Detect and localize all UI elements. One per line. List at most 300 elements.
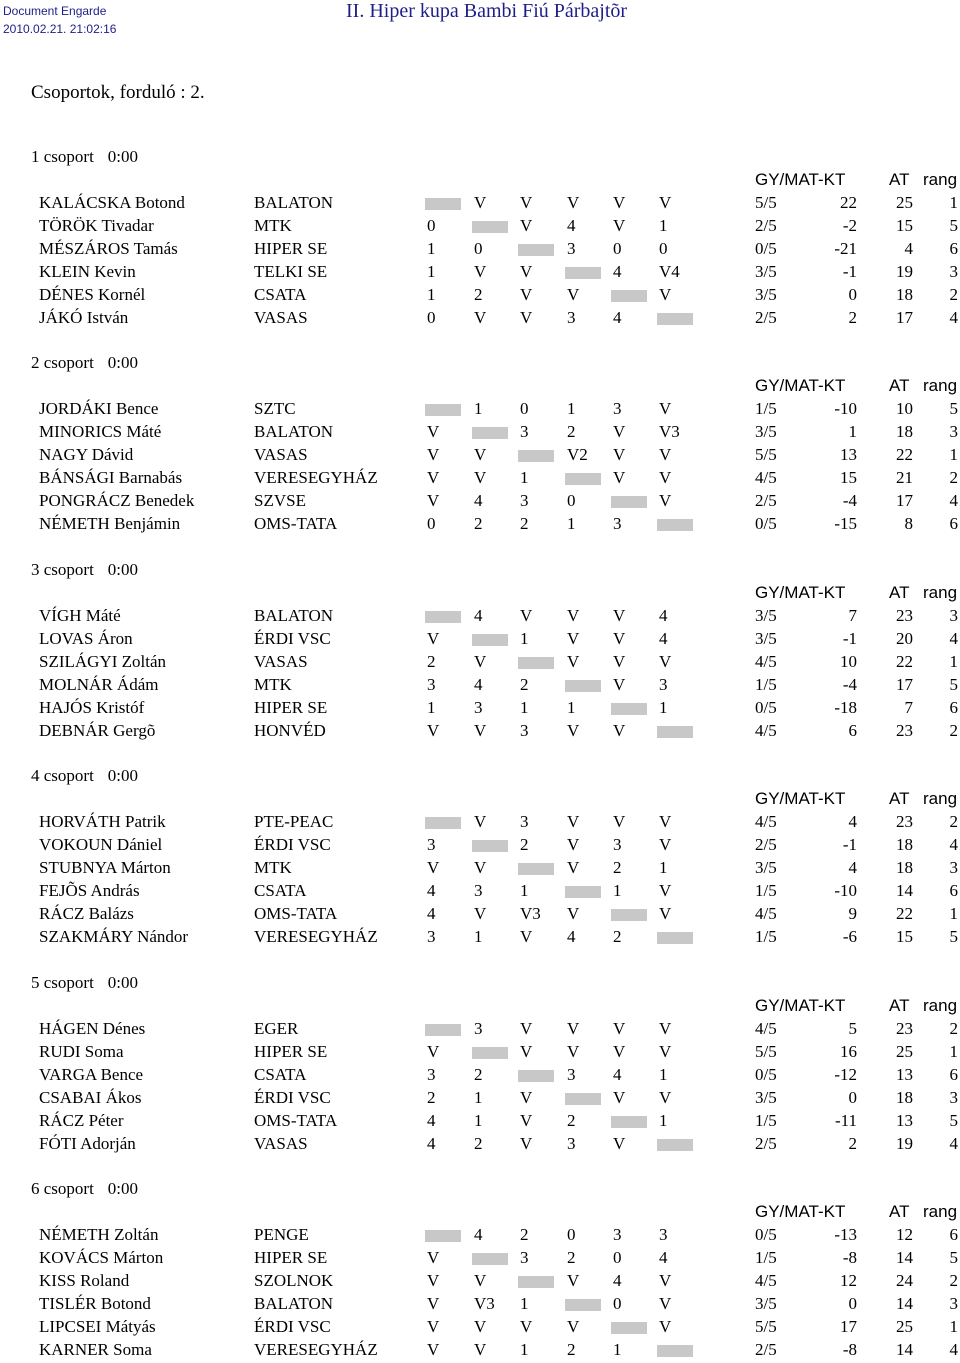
wins-ratio: 1/5 [755,1111,777,1130]
column-header-gy: GY/MAT-KT [755,170,846,189]
table-row [0,835,960,858]
bout-result: 2 [567,1111,576,1130]
rank: 2 [949,721,958,740]
rank: 5 [949,675,958,694]
table-row [0,1065,960,1088]
fencer-club: EGER [254,1019,299,1038]
bout-result: V [659,193,672,212]
bout-result: V [520,193,533,212]
bout-result: V [613,1088,626,1107]
rank: 5 [949,927,958,946]
column-header-gy: GY/MAT-KT [755,789,846,808]
bout-result: 3 [474,698,483,717]
wins-ratio: 4/5 [755,652,777,671]
fencer-club: ÉRDI VSC [254,1088,331,1107]
touch-index: 7 [848,606,857,625]
bout-result: V [659,881,672,900]
bout-result: 1 [659,1111,668,1130]
fencer-name: PONGRÁCZ Benedek [39,491,195,510]
fencer-club: HIPER SE [254,698,328,717]
bout-result: V [613,1134,626,1153]
bout-result: V [613,721,626,740]
fencer-name: HÁGEN Dénes [39,1019,146,1038]
group-label: 6 csoport [31,1179,94,1198]
bout-result: V [474,904,487,923]
bout-result: 2 [520,514,529,533]
bout-result: V [520,606,533,625]
bout-result: 4 [474,606,483,625]
bout-result: V4 [659,262,680,281]
bout-result: V [427,1317,440,1336]
bout-result: V [520,285,533,304]
bout-result: 3 [659,675,668,694]
touches-scored: 21 [896,468,913,487]
touches-scored: 18 [896,422,913,441]
rank: 2 [949,1019,958,1038]
bout-result: 2 [474,1134,483,1153]
touch-index: 15 [840,468,857,487]
fencer-name: LOVAS Áron [39,629,133,648]
table-row [0,422,960,445]
bout-result: 4 [567,927,576,946]
rank: 1 [949,652,958,671]
column-header-gy: GY/MAT-KT [755,583,846,602]
group-label: 4 csoport [31,766,94,785]
touch-index: 22 [840,193,857,212]
bout-result: V [427,445,440,464]
fencer-club: SZVSE [254,491,306,510]
bout-result: V [474,308,487,327]
bout-result: V [659,399,672,418]
fencer-name: CSABAI Ákos [39,1088,142,1107]
bout-result: 1 [613,1340,622,1359]
group-heading [31,353,138,373]
bout-result: V [567,835,580,854]
bout-result: 2 [474,1065,483,1084]
self-bout-block [425,198,461,210]
fencer-name: KALÁCSKA Botond [39,193,185,212]
bout-result: V [474,468,487,487]
self-bout-block [565,1093,601,1105]
fencer-name: FÓTI Adorján [39,1134,136,1153]
fencer-club: SZTC [254,399,296,418]
table-row [0,1019,960,1042]
fencer-name: JORDÁKI Bence [39,399,159,418]
bout-result: V [659,468,672,487]
fencer-name: RÁCZ Balázs [39,904,134,923]
fencer-name: RUDI Soma [39,1042,124,1061]
touch-index: -1 [842,262,857,281]
group-section [0,766,960,950]
app-name: Document Engarde [3,4,107,18]
touch-index: 12 [840,1271,857,1290]
group-section [0,353,960,537]
fencer-club: BALATON [254,1294,334,1313]
bout-result: 4 [659,606,668,625]
wins-ratio: 2/5 [755,1134,777,1153]
bout-result: 1 [659,1065,668,1084]
wins-ratio: 0/5 [755,514,777,533]
fencer-club: VERESEGYHÁZ [254,1340,378,1359]
self-bout-block [518,863,554,875]
table-row [0,881,960,904]
touch-index: -13 [834,1225,857,1244]
touch-index: -10 [834,881,857,900]
fencer-name: STUBNYA Márton [39,858,171,877]
touches-scored: 25 [896,193,913,212]
rank: 4 [949,835,958,854]
touches-scored: 10 [896,399,913,418]
touch-index: -1 [842,835,857,854]
group-section [0,147,960,331]
touches-scored: 17 [896,491,913,510]
bout-result: V [474,1317,487,1336]
touches-scored: 22 [896,445,913,464]
bout-result: 1 [427,239,436,258]
bout-result: V [659,812,672,831]
touches-scored: 24 [896,1271,913,1290]
bout-result: V [427,1042,440,1061]
bout-result: 2 [427,1088,436,1107]
bout-result: 1 [474,399,483,418]
wins-ratio: 2/5 [755,491,777,510]
self-bout-block [657,932,693,944]
touches-scored: 19 [896,1134,913,1153]
rank: 5 [949,1111,958,1130]
rank: 3 [949,422,958,441]
wins-ratio: 3/5 [755,858,777,877]
touches-scored: 14 [896,1294,913,1313]
wins-ratio: 1/5 [755,881,777,900]
rank: 5 [949,1248,958,1267]
bout-result: V [474,721,487,740]
rank: 1 [949,445,958,464]
fencer-club: OMS-TATA [254,904,338,923]
bout-result: V [613,1019,626,1038]
self-bout-block [425,1024,461,1036]
self-bout-block [472,634,508,646]
bout-result: V [520,308,533,327]
rank: 3 [949,262,958,281]
touch-index: 0 [848,1088,857,1107]
touches-scored: 23 [896,812,913,831]
bout-result: V [567,606,580,625]
timestamp: 2010.02.21. 21:02:16 [3,22,117,36]
touches-scored: 12 [896,1225,913,1244]
wins-ratio: 3/5 [755,1088,777,1107]
wins-ratio: 3/5 [755,629,777,648]
self-bout-block [425,1230,461,1242]
bout-result: V [613,468,626,487]
touch-index: -4 [842,491,857,510]
table-row [0,927,960,950]
wins-ratio: 0/5 [755,698,777,717]
bout-result: V [520,1317,533,1336]
touch-index: -8 [842,1340,857,1359]
touches-scored: 23 [896,606,913,625]
table-row [0,216,960,239]
self-bout-block [518,244,554,256]
fencer-club: SZOLNOK [254,1271,334,1290]
bout-result: V [520,927,533,946]
touches-scored: 7 [904,698,913,717]
self-bout-block [518,657,554,669]
bout-result: 3 [567,239,576,258]
rank: 4 [949,629,958,648]
bout-result: 3 [427,835,436,854]
fencer-club: ÉRDI VSC [254,1317,331,1336]
bout-result: 1 [474,1088,483,1107]
bout-result: V [427,491,440,510]
wins-ratio: 1/5 [755,1248,777,1267]
bout-result: 3 [427,927,436,946]
table-row [0,652,960,675]
self-bout-block [611,496,647,508]
group-heading [31,766,138,786]
fencer-club: VASAS [254,445,308,464]
touches-scored: 15 [896,216,913,235]
fencer-club: CSATA [254,285,307,304]
wins-ratio: 5/5 [755,1317,777,1336]
table-row [0,858,960,881]
group-time: 0:00 [107,973,139,992]
rank: 2 [949,1271,958,1290]
bout-result: V [567,629,580,648]
fencer-name: JÁKÓ István [39,308,129,327]
bout-result: V [659,1271,672,1290]
column-header-rang: rang [923,996,958,1015]
wins-ratio: 4/5 [755,1271,777,1290]
bout-result: 3 [520,721,529,740]
column-header-at: AT [889,789,910,808]
bout-result: 0 [613,1294,622,1313]
bout-result: V [567,904,580,923]
touches-scored: 18 [896,858,913,877]
wins-ratio: 3/5 [755,606,777,625]
self-bout-block [565,886,601,898]
table-row [0,1271,960,1294]
table-row [0,629,960,652]
fencer-club: OMS-TATA [254,514,338,533]
column-header-gy: GY/MAT-KT [755,376,846,395]
document-title: II. Hiper kupa Bambi Fiú Párbajtõr [346,0,628,22]
touch-index: 13 [840,445,857,464]
rank: 3 [949,858,958,877]
bout-result: V [567,1271,580,1290]
rank: 6 [949,881,958,900]
touches-scored: 23 [896,1019,913,1038]
bout-result: V [613,629,626,648]
self-bout-block [472,427,508,439]
rank: 4 [949,1340,958,1359]
bout-result: 4 [427,881,436,900]
bout-result: V2 [567,445,588,464]
bout-result: 3 [567,1134,576,1153]
wins-ratio: 0/5 [755,1225,777,1244]
fencer-club: ÉRDI VSC [254,835,331,854]
bout-result: 0 [613,1248,622,1267]
bout-result: 3 [474,881,483,900]
self-bout-block [425,611,461,623]
wins-ratio: 3/5 [755,262,777,281]
bout-result: 1 [567,399,576,418]
fencer-club: MTK [254,858,292,877]
touches-scored: 18 [896,1088,913,1107]
touch-index: 0 [848,1294,857,1313]
bout-result: V [567,193,580,212]
fencer-name: SZAKMÁRY Nándor [39,927,189,946]
touch-index: 16 [840,1042,857,1061]
bout-result: V3 [520,904,541,923]
bout-result: 4 [427,1111,436,1130]
bout-result: V [427,1271,440,1290]
table-row [0,491,960,514]
bout-result: 3 [613,835,622,854]
fencer-club: BALATON [254,422,334,441]
self-bout-block [472,221,508,233]
bout-result: 2 [427,652,436,671]
touch-index: -8 [842,1248,857,1267]
table-row [0,514,960,537]
self-bout-block [657,313,693,325]
bout-result: V [613,675,626,694]
wins-ratio: 1/5 [755,675,777,694]
bout-result: V [567,812,580,831]
rank: 1 [949,193,958,212]
table-row [0,308,960,331]
rank: 1 [949,1317,958,1336]
bout-result: 4 [427,1134,436,1153]
fencer-club: BALATON [254,606,334,625]
bout-result: 0 [567,491,576,510]
fencer-club: BALATON [254,193,334,212]
bout-result: V [567,1019,580,1038]
bout-result: 1 [567,698,576,717]
rank: 6 [949,1065,958,1084]
bout-result: V [474,858,487,877]
rank: 2 [949,285,958,304]
fencer-club: OMS-TATA [254,1111,338,1130]
group-time: 0:00 [107,1179,139,1198]
touches-scored: 4 [904,239,913,258]
touch-index: -12 [834,1065,857,1084]
self-bout-block [565,267,601,279]
wins-ratio: 1/5 [755,927,777,946]
fencer-name: MÉSZÁROS Tamás [39,239,178,258]
touches-scored: 23 [896,721,913,740]
touches-scored: 20 [896,629,913,648]
touches-scored: 17 [896,308,913,327]
touch-index: -15 [834,514,857,533]
touch-index: -10 [834,399,857,418]
touch-index: -2 [842,216,857,235]
column-header-at: AT [889,1202,910,1221]
column-header-rang: rang [923,583,958,602]
wins-ratio: 2/5 [755,1340,777,1359]
bout-result: V [613,445,626,464]
bout-result: 0 [520,399,529,418]
fencer-name: KLEIN Kevin [39,262,136,281]
bout-result: 1 [520,1340,529,1359]
fencer-club: CSATA [254,1065,307,1084]
bout-result: V [659,835,672,854]
bout-result: 2 [613,858,622,877]
self-bout-block [657,1139,693,1151]
rank: 6 [949,698,958,717]
self-bout-block [657,519,693,531]
wins-ratio: 3/5 [755,285,777,304]
document-header-info [3,2,116,38]
touch-index: -21 [834,239,857,258]
bout-result: V [427,1294,440,1313]
bout-result: 2 [474,285,483,304]
bout-result: V [613,606,626,625]
bout-result: 4 [474,675,483,694]
touches-scored: 25 [896,1317,913,1336]
self-bout-block [425,404,461,416]
group-time: 0:00 [107,147,139,166]
rank: 4 [949,1134,958,1153]
bout-result: 1 [613,881,622,900]
wins-ratio: 1/5 [755,399,777,418]
bout-result: 4 [659,1248,668,1267]
wins-ratio: 0/5 [755,1065,777,1084]
rank: 3 [949,1088,958,1107]
bout-result: V [520,1111,533,1130]
bout-result: V [567,721,580,740]
bout-result: V [427,721,440,740]
wins-ratio: 2/5 [755,835,777,854]
touches-scored: 25 [896,1042,913,1061]
bout-result: V [613,652,626,671]
wins-ratio: 4/5 [755,904,777,923]
bout-result: V [567,858,580,877]
bout-result: V [613,1042,626,1061]
fencer-club: CSATA [254,881,307,900]
fencer-name: VARGA Bence [39,1065,144,1084]
table-row [0,262,960,285]
rank: 1 [949,1042,958,1061]
column-header-gy: GY/MAT-KT [755,996,846,1015]
bout-result: 1 [520,468,529,487]
rank: 5 [949,399,958,418]
table-row [0,445,960,468]
bout-result: 3 [427,1065,436,1084]
fencer-club: TELKI SE [254,262,328,281]
touch-index: -4 [842,675,857,694]
rank: 3 [949,606,958,625]
bout-result: 0 [567,1225,576,1244]
bout-result: V [474,262,487,281]
bout-result: 2 [520,675,529,694]
table-row [0,675,960,698]
touches-scored: 17 [896,675,913,694]
fencer-name: FEJÕS András [39,881,140,900]
bout-result: V [474,1340,487,1359]
bout-result: 2 [567,1340,576,1359]
bout-result: V [474,445,487,464]
wins-ratio: 3/5 [755,422,777,441]
bout-result: 4 [613,1065,622,1084]
rank: 6 [949,239,958,258]
bout-result: V [474,812,487,831]
table-row [0,698,960,721]
fencer-club: VERESEGYHÁZ [254,927,378,946]
bout-result: 3 [613,514,622,533]
touch-index: 1 [848,422,857,441]
bout-result: 3 [520,1248,529,1267]
touches-scored: 15 [896,927,913,946]
